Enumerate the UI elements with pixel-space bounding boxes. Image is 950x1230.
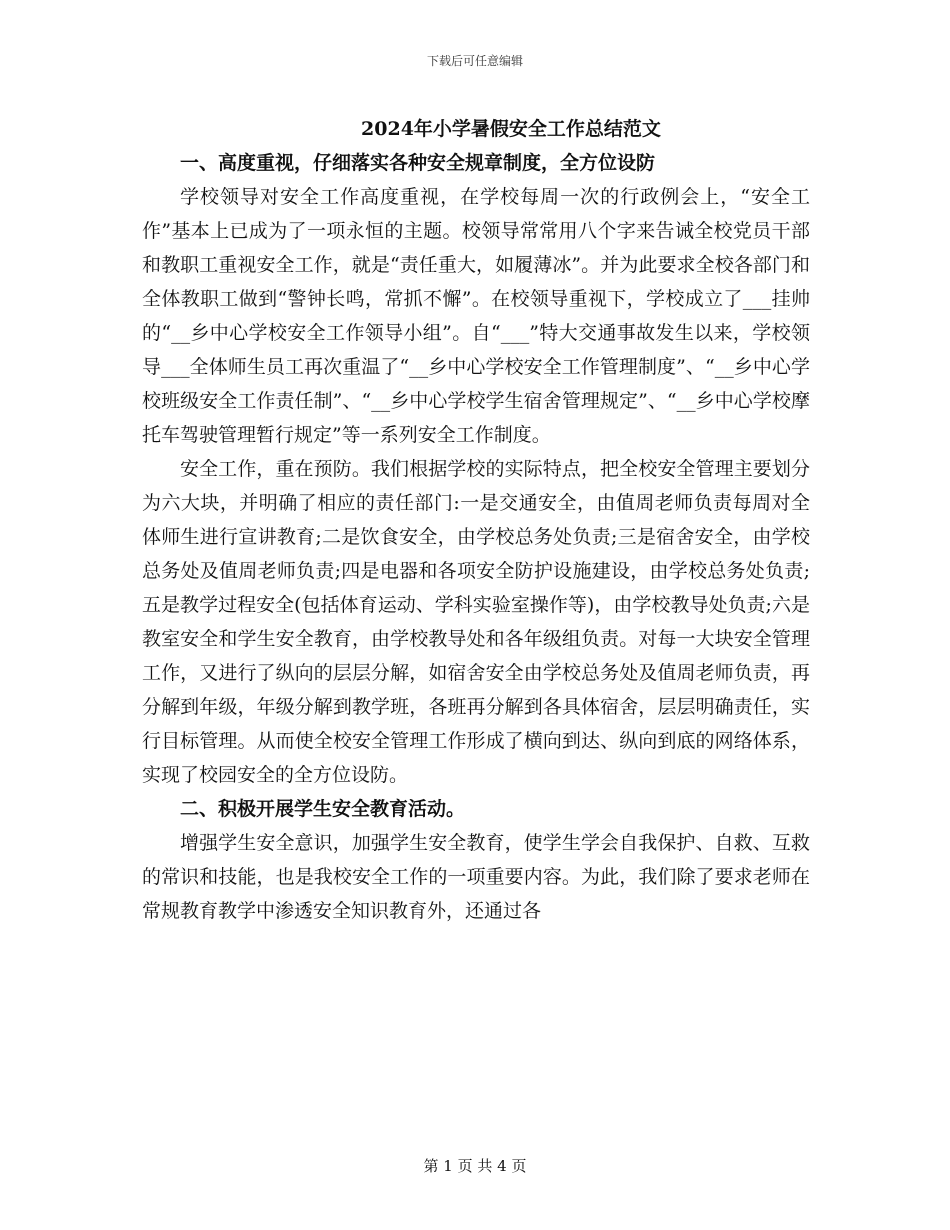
page-number: 第 1 页 共 4 页: [423, 1157, 527, 1175]
paragraph-2: 安全工作，重在预防。我们根据学校的实际特点，把全校安全管理主要划分为六大块，并明确了相应的责任部门:一是交通安全，由值周老师负责每周对全体师生进行宣讲教育;二是饮食安全，由学校总务处负责;三是宿舍安全，由学校总务处及值周老师负责;四是电器和各项安全防护设施建设，由学校总务处负责;五是教学过程安全(包括体育运动、学科实验室操作等)，由学校教导处负责;六是教室安全和学生安全教育，由学校教导处和各年级组负责。对每一大块安全管理工作，又进行了纵向的层层分解，如宿舍安全由学校总务处及值周老师负责，再分解到年级，年级分解到教学班，各班再分解到各具体宿舍，层层明确责任，实行目标管理。从而使全校安全管理工作形成了横向到达、纵向到底的网络体系，实现了校园安全的全方位设防。: [142, 458, 810, 786]
page-header-note: 下载后可任意编辑: [426, 54, 523, 68]
document-body: [142, 112, 810, 928]
document-title: 2024年小学暑假安全工作总结范文: [361, 118, 661, 140]
section-heading-1: 一、高度重视，仔细落实各种安全规章制度，全方位设防: [180, 152, 656, 174]
paragraph-3: 增强学生安全意识，加强学生安全教育，使学生学会自我保护、自救、互救的常识和技能，也是我校安全工作的一项重要内容。为此，我们除了要求老师在常规教育教学中渗透安全知识教育外，还通过各: [142, 832, 810, 922]
paragraph-1: 学校领导对安全工作高度重视，在学校每周一次的行政例会上，“安全工作”基本上已成为了一项永恒的主题。校领导常常用八个字来告诫全校党员干部和教职工重视安全工作，就是“责任重大，如履薄冰”。并为此要求全校各部门和全体教职工做到“警钟长鸣，常抓不懈”。在校领导重视下，学校成立了___挂帅的“__乡中心学校安全工作领导小组”。自“___”特大交通事故发生以来，学校领导___全体师生员工再次重温了“__乡中心学校安全工作管理制度”、“__乡中心学校班级安全工作责任制”、“__乡中心学校学生宿舍管理规定”、“__乡中心学校摩托车驾驶管理暂行规定”等一系列安全工作制度。: [142, 186, 810, 446]
section-heading-2: 二、积极开展学生安全教育活动。: [180, 798, 466, 820]
